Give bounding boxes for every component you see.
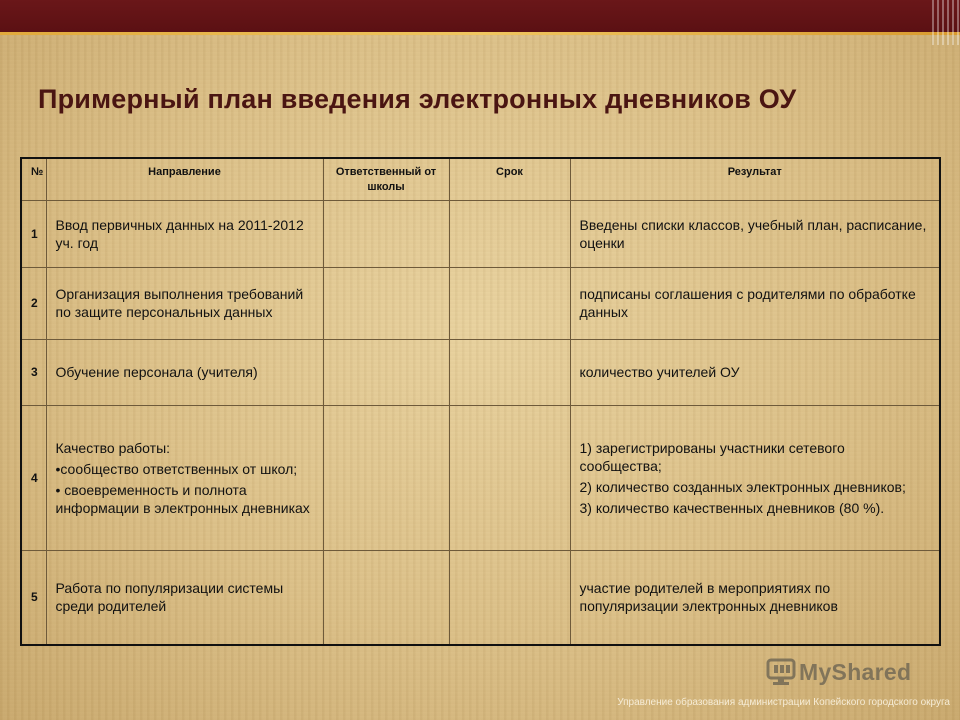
direction-text: Ввод первичных данных на 2011-2012 уч. год bbox=[55, 216, 304, 251]
result-text: подписаны соглашения с родителями по обработке данных bbox=[579, 286, 916, 320]
table-row bbox=[21, 405, 940, 550]
header-responsible: Ответственный от школы bbox=[323, 158, 449, 200]
row-responsible bbox=[323, 339, 449, 405]
slide-title: Примерный план введения электронных дневников ОУ bbox=[38, 84, 797, 115]
result-text: количество учителей ОУ bbox=[579, 364, 740, 380]
row-result bbox=[570, 405, 940, 550]
row-result bbox=[570, 200, 940, 267]
direction-bullet: • своевременность и полнота информации в электронных дневниках bbox=[55, 481, 310, 516]
row-result bbox=[570, 339, 940, 405]
table-row bbox=[21, 339, 940, 405]
row-number: 5 bbox=[21, 550, 46, 645]
plan-table bbox=[20, 157, 941, 646]
direction-text: Работа по популяризации системы среди родителей bbox=[55, 580, 284, 615]
row-number: 1 bbox=[21, 200, 46, 267]
direction-text: Организация выполнения требований по защите персональных данных bbox=[55, 286, 304, 320]
direction-text: Обучение персонала (учителя) bbox=[55, 364, 258, 380]
header-result: Результат bbox=[570, 158, 940, 200]
row-result bbox=[570, 267, 940, 339]
watermark-text: MyShared bbox=[799, 658, 912, 685]
accent-line bbox=[0, 32, 960, 35]
result-text: участие родителей в мероприятиях по популяризации электронных дневников bbox=[579, 580, 838, 615]
top-bar bbox=[0, 0, 960, 32]
corner-decoration bbox=[932, 0, 960, 45]
row-direction bbox=[46, 550, 323, 645]
row-term bbox=[449, 339, 570, 405]
row-result bbox=[570, 550, 940, 645]
header-term: Срок bbox=[449, 158, 570, 200]
result-text: 2) количество созданных электронных дневников; bbox=[579, 478, 906, 495]
row-term bbox=[449, 405, 570, 550]
row-responsible bbox=[323, 267, 449, 339]
direction-text: Качество работы: bbox=[55, 439, 171, 456]
footer-text: Управление образования администрации Копейского городского округа bbox=[617, 697, 950, 708]
result-text: 1) зарегистрированы участники сетевого сообщества; bbox=[579, 439, 845, 474]
row-responsible bbox=[323, 200, 449, 267]
row-responsible bbox=[323, 405, 449, 550]
row-direction bbox=[46, 267, 323, 339]
direction-bullet: •сообщество ответственных от школ; bbox=[55, 460, 298, 477]
row-direction bbox=[46, 339, 323, 405]
result-text: Введены списки классов, учебный план, расписание, оценки bbox=[579, 216, 927, 251]
result-text: 3) количество качественных дневников (80 %). bbox=[579, 499, 885, 516]
row-number: 3 bbox=[21, 339, 46, 405]
row-direction bbox=[46, 200, 323, 267]
row-responsible bbox=[323, 550, 449, 645]
row-direction bbox=[46, 405, 323, 550]
row-number: 2 bbox=[21, 267, 46, 339]
table-row bbox=[21, 267, 940, 339]
header-no: № bbox=[21, 158, 46, 200]
row-number: 4 bbox=[21, 405, 46, 550]
row-term bbox=[449, 550, 570, 645]
table-row bbox=[21, 200, 940, 267]
header-direction: Направление bbox=[46, 158, 323, 200]
table-header-row bbox=[21, 158, 940, 200]
watermark-logo bbox=[766, 656, 911, 688]
table-row bbox=[21, 550, 940, 645]
row-term bbox=[449, 267, 570, 339]
monitor-logo-icon bbox=[766, 658, 796, 686]
row-term bbox=[449, 200, 570, 267]
